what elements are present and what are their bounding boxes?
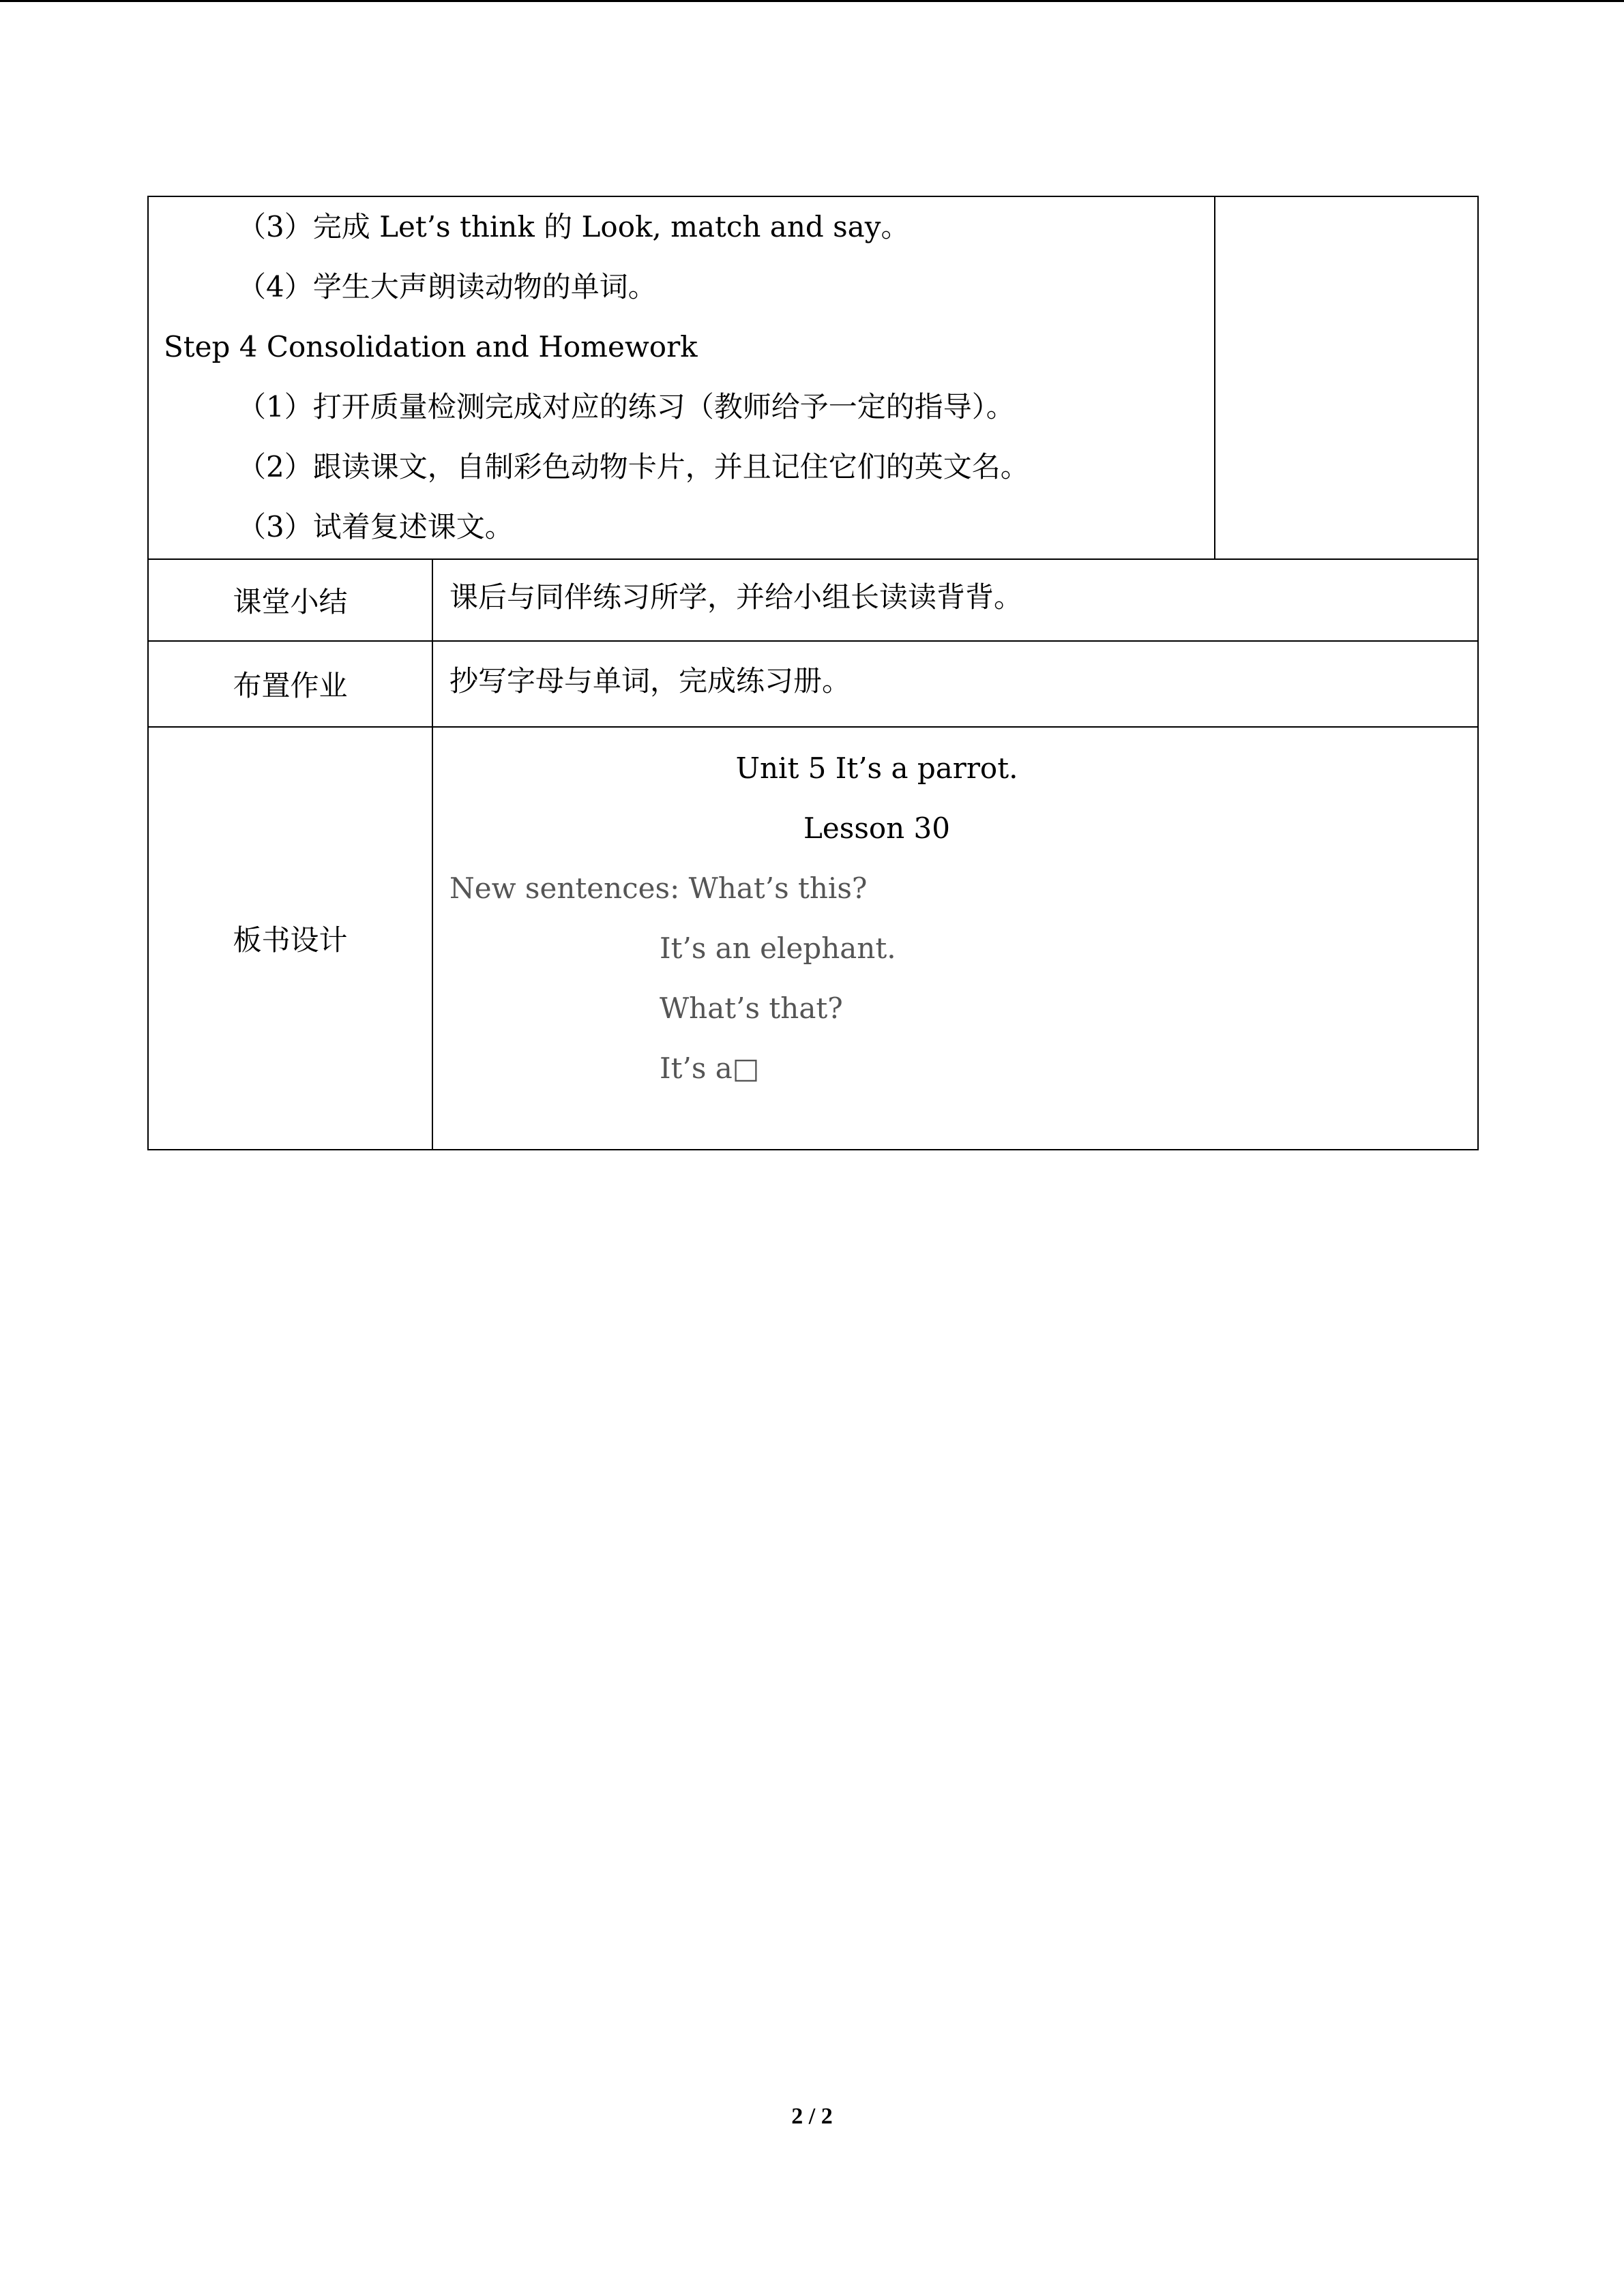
board-row: [148, 727, 1478, 1150]
procedure-step-heading: Step 4 Consolidation and Homework: [164, 330, 698, 363]
board-sentences-line-2: It’s an elephant.: [660, 931, 896, 965]
procedure-line-2: （4）学生大声朗读动物的单词。: [237, 270, 657, 303]
summary-content-cell: [432, 559, 1478, 641]
board-sentences-line-3: What’s that?: [660, 992, 843, 1025]
procedure-cell: [148, 196, 1215, 559]
procedure-side-cell: [1215, 196, 1478, 559]
board-label: 板书设计: [148, 727, 432, 1150]
homework-label: 布置作业: [148, 641, 432, 727]
procedure-line-3: （1）打开质量检测完成对应的练习（教师给予一定的指导）。: [237, 390, 1015, 423]
procedure-line-4: （2）跟读课文，自制彩色动物卡片，并且记住它们的英文名。: [237, 450, 1029, 483]
board-sentences-line-4: It’s a□: [660, 1052, 760, 1085]
board-sentences-line-1: New sentences: What’s this?: [449, 871, 868, 905]
summary-row: [148, 559, 1478, 641]
procedure-line-1: （3）完成 Let’s think 的 Look, match and say。: [237, 210, 910, 243]
homework-content-cell: [432, 641, 1478, 727]
procedure-row: [148, 196, 1478, 559]
board-content-cell: [432, 727, 1478, 1150]
board-lesson: Lesson 30: [803, 811, 950, 845]
homework-content: 抄写字母与单词，完成练习册。: [449, 664, 851, 698]
homework-row: [148, 641, 1478, 727]
board-title: Unit 5 It’s a parrot.: [735, 751, 1018, 785]
summary-label: 课堂小结: [148, 559, 432, 641]
summary-content: 课后与同伴练习所学，并给小组长读读背背。: [449, 580, 1023, 614]
page-number: 2 / 2: [791, 2104, 833, 2129]
lesson-plan-table: [147, 196, 1479, 1150]
procedure-line-5: （3）试着复述课文。: [237, 510, 514, 543]
top-rule: [0, 0, 1624, 2]
